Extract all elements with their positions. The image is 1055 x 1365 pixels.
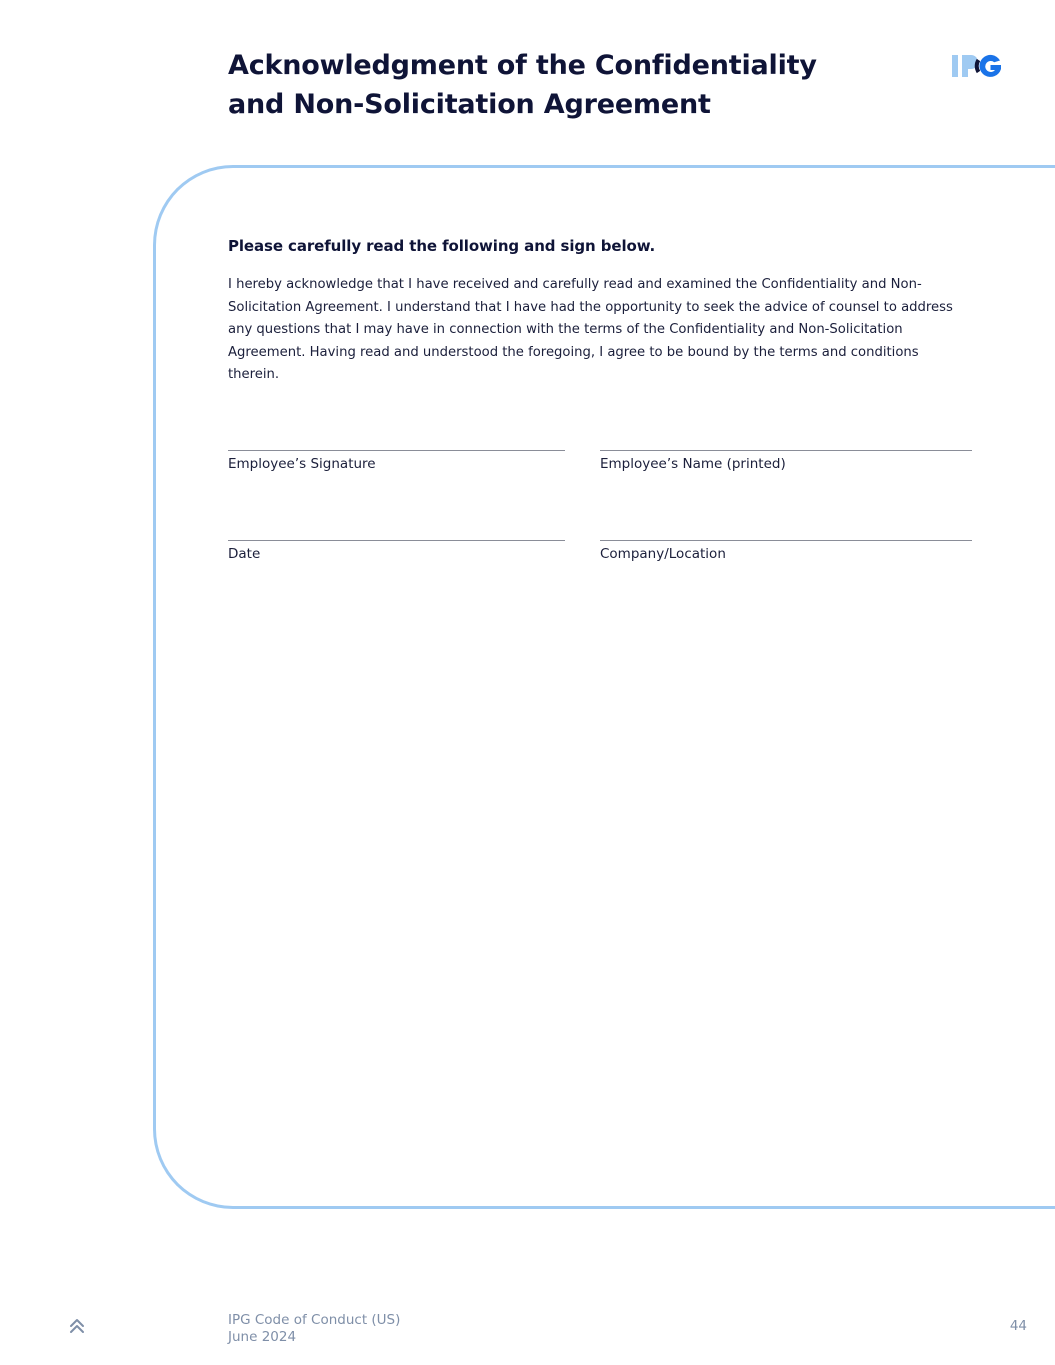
acknowledgment-text: I hereby acknowledge that I have received and carefully read and examined the Confidentiality and Non-Solicitation Agreement. I understand that I have had the opportunity to seek the advice of counsel to address any questions that I may have in connection with the terms of the Confidentiality and Non-Solicitation Agreement. Having read and understood the foregoing, I agree to be bound by the terms and conditions therein. <box>228 277 953 382</box>
printed-name-line[interactable] <box>600 450 972 451</box>
company-location-label: Company/Location <box>600 546 726 562</box>
double-chevron-up-icon[interactable] <box>67 1316 87 1336</box>
page-title <box>228 46 868 124</box>
footer-doc-title: IPG Code of Conduct (US) <box>228 1312 401 1328</box>
printed-name-label: Employee’s Name (printed) <box>600 456 786 472</box>
date-line[interactable] <box>228 540 565 541</box>
instruction-heading: Please carefully read the following and sign below. <box>228 237 656 255</box>
page-title-line-2: and Non-Solicitation Agreement <box>228 89 711 120</box>
page-number: 44 <box>1009 1318 1027 1334</box>
ipg-logo <box>951 52 1003 80</box>
date-label: Date <box>228 546 261 562</box>
signature-label: Employee’s Signature <box>228 456 376 472</box>
company-location-line[interactable] <box>600 540 972 541</box>
footer-document-info <box>228 1312 400 1345</box>
page-title-line-1: Acknowledgment of the Confidentiality <box>228 50 817 81</box>
signature-line[interactable] <box>228 450 565 451</box>
footer-doc-date: June 2024 <box>228 1328 297 1345</box>
